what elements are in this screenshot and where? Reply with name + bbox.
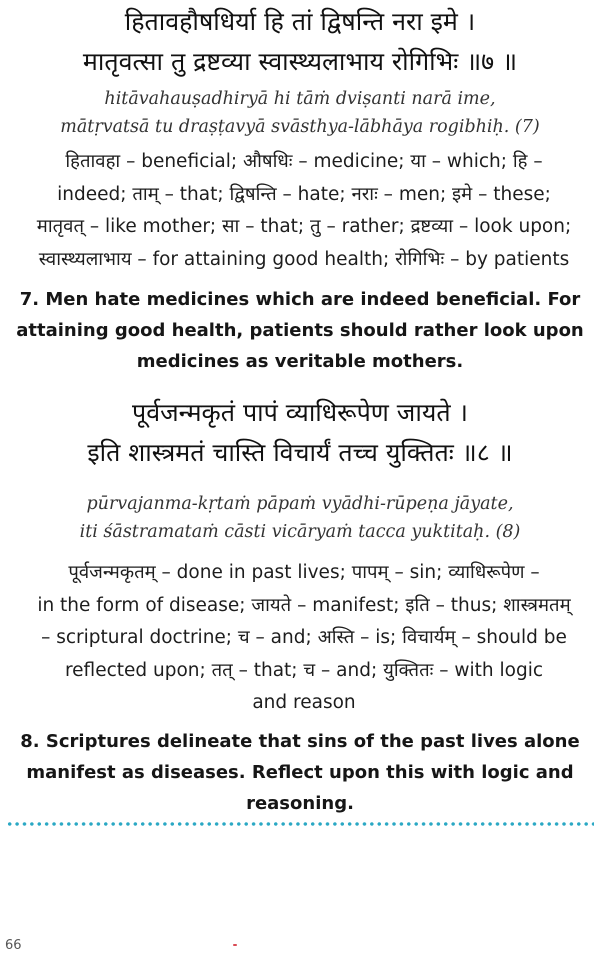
verse-7-translation <box>0 284 600 377</box>
verse-7-translation-line-3: medicines as veritable mothers. <box>136 351 464 372</box>
verse-8-transliteration-line-2: iti śāstramataṁ cāsti vicāryaṁ tacca yuktitaḥ. (8) <box>79 522 521 542</box>
verse-7-gloss-line-2: indeed; ताम् – that; द्विषन्ति – hate; नराः – men; इमे – these; <box>57 183 551 205</box>
verse-7-translation-line-2: attaining good health, patients should rather look upon <box>16 320 584 341</box>
verse-8-gloss-line-3: – scriptural doctrine; च – and; अस्ति – is; विचार्यम् – should be <box>41 627 567 648</box>
verse-8-sanskrit <box>0 393 600 473</box>
verse-7-transliteration-line-2: mātṛvatsā tu draṣṭavyā svāsthya-lābhāya rogibhiḥ. (7) <box>60 117 540 137</box>
verse-8-word-meanings <box>0 557 600 720</box>
verse-7-translation-line-1: 7. Men hate medicines which are indeed beneficial. For <box>19 289 581 310</box>
verse-8-translation-line-2: manifest as diseases. Reflect upon this with logic and <box>26 762 574 783</box>
verse-8-transliteration-line-1: pūrvajanma-kṛtaṁ pāpaṁ vyādhi-rūpeṇa jāyate, <box>86 494 514 514</box>
verse-8-translation <box>0 726 600 819</box>
verse-7-sanskrit-line-1: हितावहौषधिर्या हि तां द्विषन्ति नरा इमे । <box>124 7 476 36</box>
verse-7-sanskrit <box>0 2 600 82</box>
verse-7-gloss-line-1: हितावहा – beneficial; औषधिः – medicine; या – which; हि – <box>65 151 543 172</box>
verse-8-translation-line-3: reasoning. <box>246 793 354 814</box>
verse-8-gloss-line-1: पूर्वजन्मकृतम् – done in past lives; पापम् – sin; व्याधिरूपेण – <box>68 562 540 583</box>
verse-8-sanskrit-line-1: पूर्वजन्मकृतं पापं व्याधिरूपेण जायते । <box>132 398 468 427</box>
verse-7-transliteration <box>0 85 600 141</box>
verse-7-sanskrit-line-2: मातृवत्सा तु द्रष्टव्या स्वास्थ्यलाभाय रोगिभिः ॥७ ॥ <box>82 47 518 76</box>
verse-8-translation-line-1: 8. Scriptures delineate that sins of the past lives alone <box>20 731 580 752</box>
verse-8-sanskrit-line-2: इति शास्त्रमतं चास्ति विचार्यं तच्च युक्तितः ॥८ ॥ <box>87 438 513 467</box>
verse-8-gloss-line-5: and reason <box>252 692 356 713</box>
print-speck <box>233 944 237 946</box>
dotted-divider <box>6 822 594 826</box>
verse-8-transliteration <box>0 490 600 546</box>
verse-7-gloss-line-4: स्वास्थ्यलाभाय – for attaining good health; रोगिभिः – by patients <box>38 248 570 270</box>
verse-8-gloss-line-4: reflected upon; तत् – that; च – and; युक्तितः – with logic <box>64 659 544 681</box>
verse-7-gloss-line-3: मातृवत् – like mother; सा – that; तु – rather; द्रष्टव्या – look upon; <box>36 216 572 237</box>
page-number: 66 <box>5 938 22 953</box>
verse-7-transliteration-line-1: hitāvahauṣadhiryā hi tāṁ dviṣanti narā ime, <box>104 89 496 109</box>
verse-7-word-meanings <box>0 146 600 276</box>
verse-8-gloss-line-2: in the form of disease; जायते – manifest; इति – thus; शास्त्रमतम् <box>37 594 571 616</box>
